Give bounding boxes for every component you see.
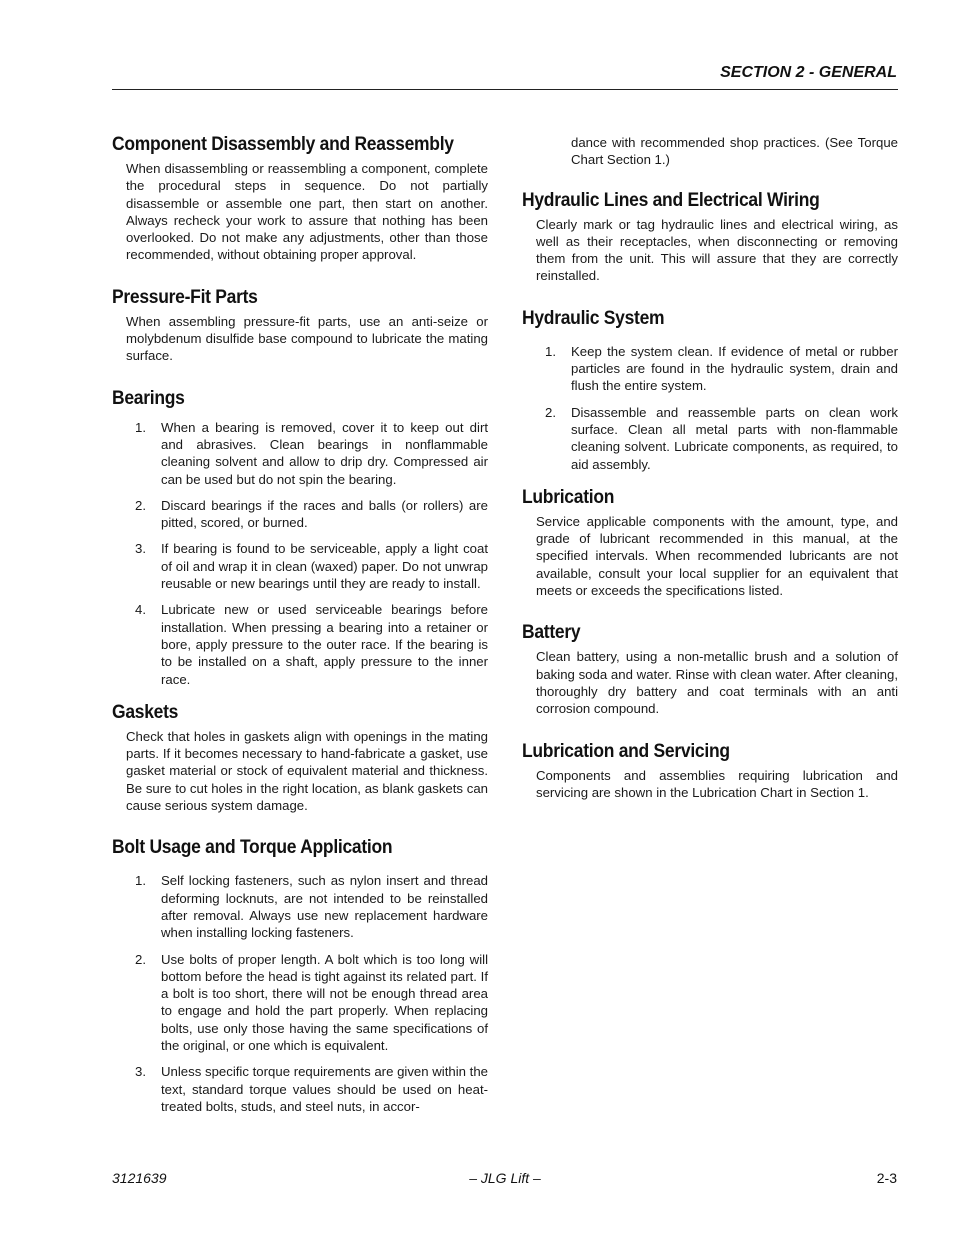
list-item <box>522 343 898 395</box>
paragraph-hydraulic-lines: Clearly mark or tag hydraulic lines and electrical wiring, as well as their receptacles, when disconnecting or removing them from the unit. This will assure that they are correctly reinstalled. <box>536 216 898 284</box>
section-hydraulic-lines <box>522 190 898 285</box>
header-rule <box>112 89 898 90</box>
list-text: Keep the system clean. If evidence of metal or rubber particles are found in the hydraulic system, drain and flush the entire system. <box>571 343 898 394</box>
section-lubrication-servicing <box>522 741 898 802</box>
hydraulic-system-list <box>522 343 898 473</box>
list-number: 3. <box>135 541 146 557</box>
footer-brand: – JLG Lift – <box>469 1170 541 1186</box>
section-bearings <box>112 388 488 688</box>
list-item <box>112 872 488 941</box>
paragraph-gaskets: Check that holes in gaskets align with openings in the mating parts. If it becomes necessary to hand-fabricate a gasket, use gasket material or stock of equivalent material and thickness. Be sure to cut holes in the right location, as blank gaskets can cause serious system damage. <box>126 728 488 814</box>
list-item <box>112 1063 488 1115</box>
list-text: Unless specific torque requirements are given within the text, standard torque values should be used on heat-treated bolts, studs, and steel nuts, in accor- <box>161 1064 488 1114</box>
list-number: 4. <box>135 602 146 618</box>
list-text: Use bolts of proper length. A bolt which is too long will bottom before the head is tight against its related part. If a bolt is too short, there will not be enough thread area to engage and hold the part properly. When replacing bolts, use only those having the same specifications of the original, or one which is equivalent. <box>161 951 488 1053</box>
heading-battery: Battery <box>522 622 581 644</box>
list-number: 1. <box>135 873 146 889</box>
section-lubrication <box>522 487 898 599</box>
heading-hydraulic-lines: Hydraulic Lines and Electrical Wiring <box>522 189 820 211</box>
list-item <box>112 951 488 1055</box>
paragraph-battery: Clean battery, using a non-metallic brush and a solution of baking soda and water. Rinse with clean water. After cleaning, thoroughly dry battery and coat terminals with an anti corrosion compound. <box>536 649 898 717</box>
list-text: Discard bearings if the races and balls (or rollers) are pitted, scored, or burned. <box>161 497 488 531</box>
heading-pressure-fit: Pressure-Fit Parts <box>112 286 258 308</box>
heading-lubrication: Lubrication <box>522 486 615 508</box>
section-pressure-fit <box>112 287 488 365</box>
list-text: Lubricate new or used serviceable bearings before installation. When pressing a bearing into a retainer or bore, apply pressure to the outer race. If the bearing is to be installed on a shaft, apply pressure to the inner race. <box>161 602 488 687</box>
list-item <box>522 404 898 473</box>
list-text: If bearing is found to be serviceable, apply a light coat of oil and wrap it in clean (waxed) paper. Do not unwrap reusable or new bearings until they are ready to install. <box>161 541 488 592</box>
list-item <box>112 497 488 532</box>
list-item <box>112 419 488 488</box>
list-number: 1. <box>545 343 556 359</box>
heading-bolt-usage: Bolt Usage and Torque Application <box>112 837 393 859</box>
list-item <box>112 540 488 592</box>
list-number: 2. <box>135 951 146 967</box>
section-gaskets <box>112 702 488 814</box>
heading-gaskets: Gaskets <box>112 701 179 723</box>
section-header-title: SECTION 2 - GENERAL <box>720 64 897 81</box>
heading-hydraulic-system: Hydraulic System <box>522 307 665 329</box>
list-text: Self locking fasteners, such as nylon insert and thread deforming locknuts, are not intended to be reinstalled after removal. Always use new replacement hardware when installing locking fasteners. <box>161 873 488 941</box>
paragraph-lubrication-servicing: Components and assemblies requiring lubrication and servicing are shown in the Lubrication Chart in Section 1. <box>536 767 898 800</box>
list-number: 1. <box>135 419 146 435</box>
list-item <box>112 601 488 687</box>
footer-doc-number: 3121639 <box>112 1170 167 1186</box>
list-text: When a bearing is removed, cover it to keep out dirt and abrasives. Clean bearings in nonflammable cleaning solvent and allow to drip dry. Compressed air can be used but do not spin the bearing. <box>161 419 488 487</box>
right-column <box>522 134 898 824</box>
left-column <box>112 134 488 1138</box>
heading-component-disassembly: Component Disassembly and Reassembly <box>112 134 454 155</box>
section-component-disassembly <box>112 134 488 264</box>
heading-bearings: Bearings <box>112 387 185 409</box>
section-battery <box>522 622 898 717</box>
section-hydraulic-system <box>522 308 898 473</box>
paragraph-pressure-fit: When assembling pressure-fit parts, use an anti-seize or molybdenum disulfide base compound to lubricate the mating surface. <box>126 313 488 364</box>
continuation-text: dance with recommended shop practices. (See Torque Chart Section 1.) <box>571 135 898 168</box>
footer-page-number: 2-3 <box>876 1170 897 1186</box>
paragraph-component-disassembly: When disassembling or reassembling a component, complete the procedural steps in sequence. Do not partially disassemble or assemble one part, then start on another. Always recheck your work to assure that nothing has been overlooked. Do not make any adjustments, other than those recommended, without obtaining proper approval. <box>126 161 488 263</box>
bearings-list <box>112 419 488 688</box>
list-number: 2. <box>545 404 556 420</box>
list-number: 2. <box>135 497 146 513</box>
heading-lubrication-servicing: Lubrication and Servicing <box>522 740 730 762</box>
list-number: 3. <box>135 1064 146 1080</box>
section-bolt-usage <box>112 837 488 1115</box>
paragraph-lubrication: Service applicable components with the amount, type, and grade of lubricant recommended in this manual, at the specified intervals. When recommended lubricants are not available, consult your local supplier for an equivalent that meets or exceeds the specifications listed. <box>536 513 898 599</box>
list-text: Disassemble and reassemble parts on clean work surface. Clean all metal parts with non-flammable cleaning solvent. Lubricate components, as required, to aid assembly. <box>571 404 898 472</box>
bolt-usage-list <box>112 872 488 1115</box>
